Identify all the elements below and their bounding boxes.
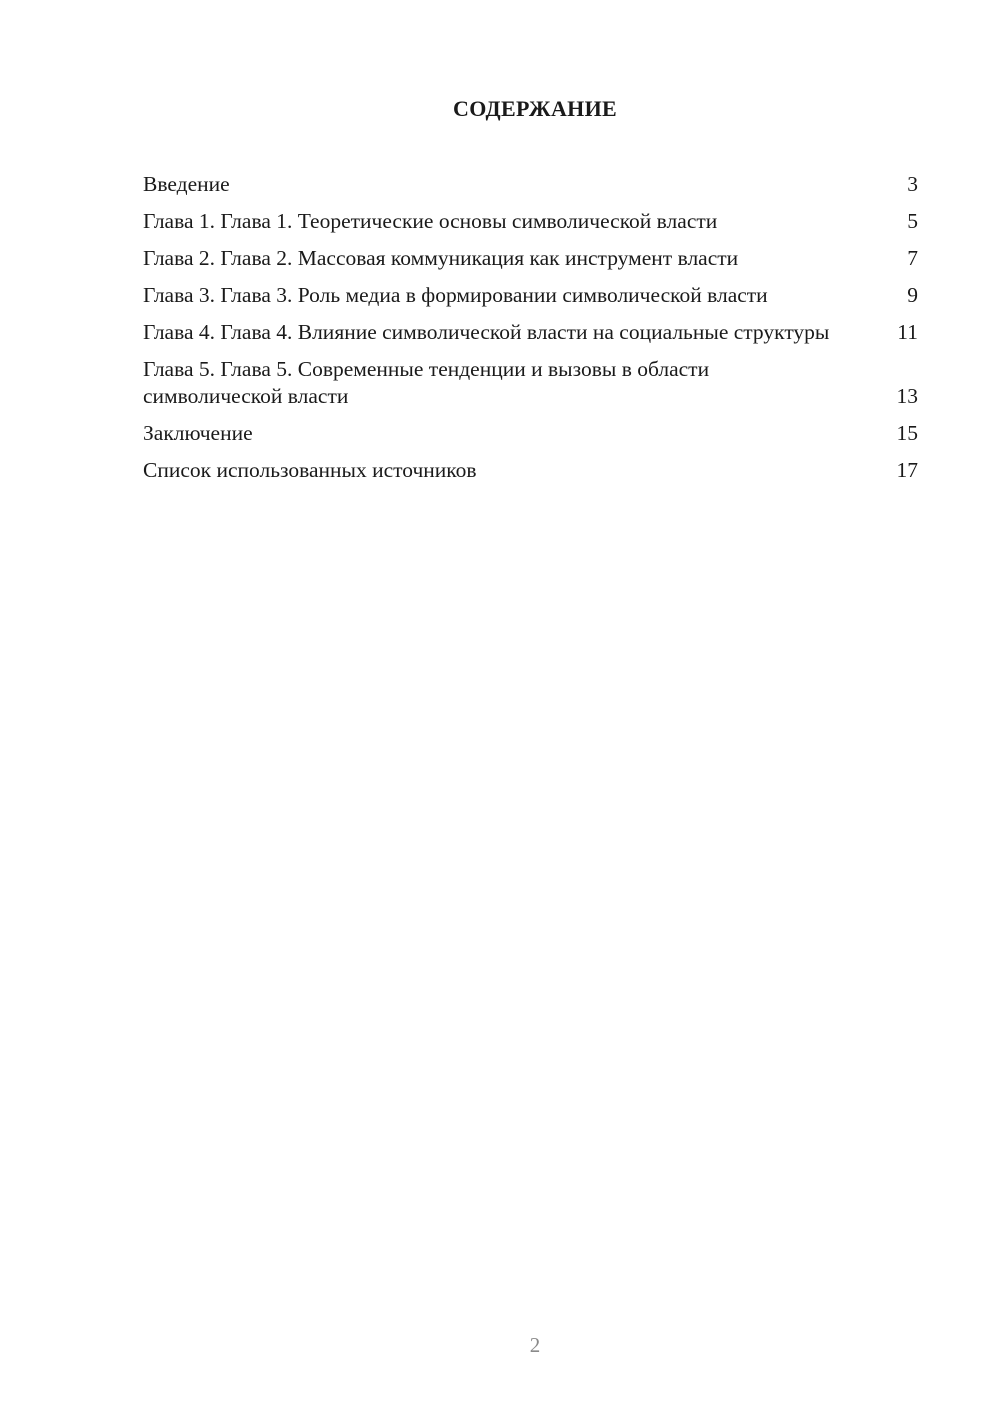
toc-entry-page: 9 — [907, 283, 918, 307]
toc-entry-chapter-2[interactable] — [143, 245, 918, 272]
toc-heading: СОДЕРЖАНИЕ — [453, 96, 617, 121]
toc-entry-text: Глава 2. Глава 2. Массовая коммуникация как инструмент власти — [143, 246, 739, 270]
toc-entry-chapter-5[interactable] — [143, 356, 918, 410]
toc-entry-text: Введение — [143, 172, 230, 196]
table-of-contents — [143, 171, 918, 494]
toc-entry-chapter-3[interactable] — [143, 282, 918, 309]
toc-entry-chapter-4[interactable] — [143, 319, 918, 346]
toc-entry-page: 11 — [897, 320, 918, 344]
toc-entry-page: 5 — [907, 209, 918, 233]
toc-entry-text: Заключение — [143, 421, 253, 445]
toc-entry-text: Глава 5. Глава 5. Современные тенденции и вызовы в области символической власти — [143, 357, 710, 408]
toc-entry-page: 17 — [896, 458, 918, 482]
toc-entry-page: 7 — [907, 246, 918, 270]
page-number: 2 — [529, 1333, 541, 1357]
toc-entry-references[interactable] — [143, 457, 918, 484]
toc-entry-page: 13 — [896, 384, 918, 408]
toc-entry-page: 15 — [896, 421, 918, 445]
toc-entry-text: Глава 1. Глава 1. Теоретические основы символической власти — [143, 209, 718, 233]
toc-entry-text: Список использованных источников — [143, 458, 477, 482]
toc-entry-introduction[interactable] — [143, 171, 918, 198]
toc-entry-text: Глава 3. Глава 3. Роль медиа в формировании символической власти — [143, 283, 768, 307]
toc-entry-chapter-1[interactable] — [143, 208, 918, 235]
toc-entry-page: 3 — [907, 172, 918, 196]
toc-entry-text: Глава 4. Глава 4. Влияние символической власти на социальные структуры — [143, 320, 830, 344]
toc-entry-conclusion[interactable] — [143, 420, 918, 447]
